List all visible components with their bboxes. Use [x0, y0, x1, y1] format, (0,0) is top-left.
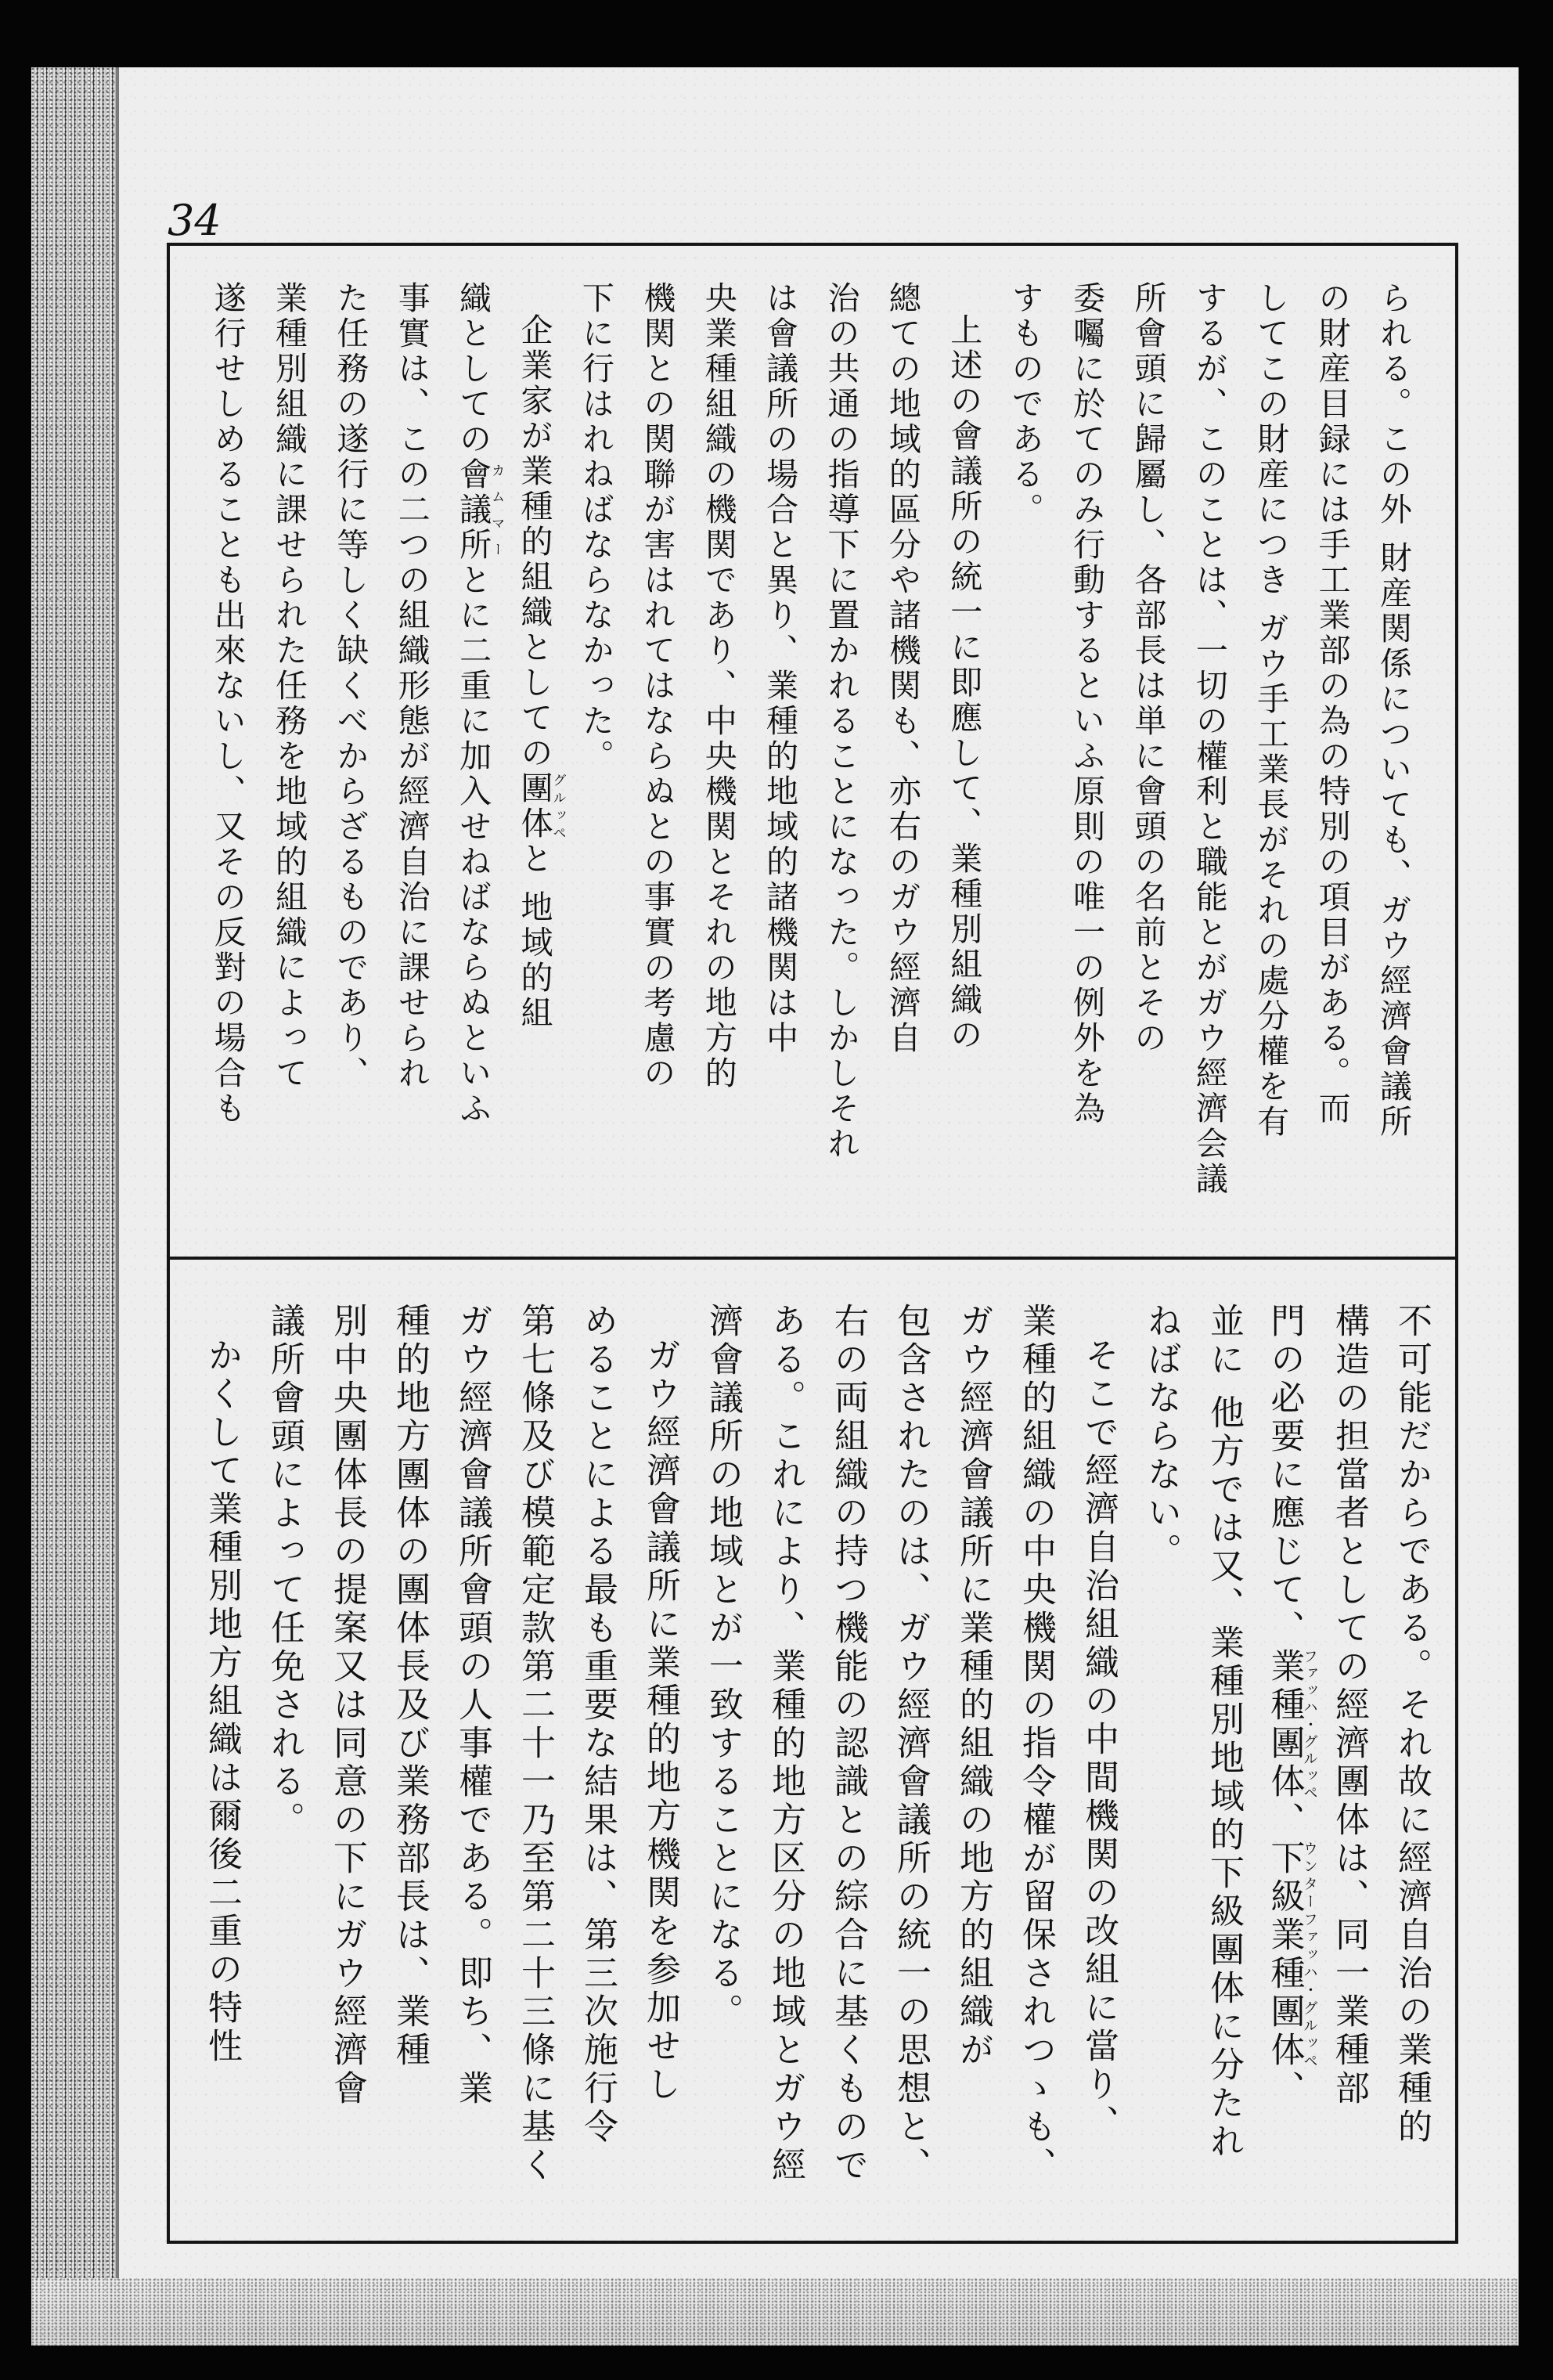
text-column: 總ての地域的區分や諸機関も、亦右のガウ經濟自	[883, 281, 921, 1056]
text-column: 下に行はれねばならなかった。	[576, 281, 614, 774]
upper-text-section	[170, 246, 1455, 1257]
text-column	[1255, 1303, 1317, 2234]
column-text: 、	[1264, 1801, 1305, 1840]
text-column	[503, 281, 564, 1248]
text-column: するが、このことは、一切の權利と職能とがガウ經濟会議	[1190, 281, 1228, 1197]
text-column: の財産目録には手工業部の為の特別の項目がある。而	[1313, 281, 1351, 1127]
ruby-base: 團体	[515, 771, 553, 842]
text-column: 議所會頭によって任免される。	[265, 1303, 304, 1840]
text-column: られる。この外 財産関係についても、ガウ經濟會議所	[1375, 281, 1412, 1141]
text-column: 機関との関聯が害はれてはならぬとの事實の考慮の	[638, 281, 676, 1091]
text-column: ガウ經濟會議所會頭の人事權である。即ち、業	[452, 1303, 492, 2108]
column-text: とに二重に加入せねばならぬといふ	[454, 563, 492, 1127]
ruby-reading: ウンターファッハ・グルッペ	[1301, 1840, 1318, 2070]
page-number: 34	[168, 196, 222, 245]
text-column: ガウ經濟會議所に業種的地方機関を参加せし	[640, 1337, 680, 2104]
column-text: 、	[1264, 2070, 1305, 2108]
text-column: 右の両組織の持つ機能の認識との綜合に基くもので	[828, 1303, 868, 2185]
ruby-reading: カムマー	[488, 457, 505, 563]
text-column: 所會頭に歸屬し、各部長は単に會頭の名前とその	[1129, 281, 1167, 1056]
text-column: 上述の會議所の統一に即應して、業種別組織の	[945, 313, 983, 1053]
text-column: めることによる最も重要な結果は、第三次施行令	[578, 1303, 618, 2147]
text-column: かくして業種別地方組織は爾後二重の特性	[202, 1337, 242, 2066]
ruby-word	[1264, 1648, 1318, 1801]
text-column: 種的地方團体の團体長及び業務部長は、業種	[390, 1303, 430, 2070]
text-column: は會議所の場合と異り、業種的地域的諸機関は中	[761, 281, 799, 1056]
ruby-base: 業種團体	[1264, 1648, 1305, 1801]
column-text: 門の必要に應じて、	[1264, 1303, 1305, 1648]
text-column: た任務の遂行に等しく缺くべからざるものであり、	[331, 281, 369, 1091]
ruby-base: 會議所	[454, 457, 492, 563]
vertical-text-block	[190, 1303, 1443, 2234]
text-column: 事實は、この二つの組織形態が經濟自治に課せられ	[392, 281, 431, 1091]
text-column: してこの財産につき ガウ手工業長がそれの處分權を有	[1252, 281, 1290, 1141]
text-column: 構造の担當者としての經濟團体は、同一業種部	[1329, 1303, 1369, 2108]
column-text: 織としての	[454, 281, 492, 457]
text-column: 第七條及び模範定款第二十一乃至第二十三條に基く	[515, 1303, 555, 2185]
text-column: 委囑に於てのみ行動するといふ原則の唯一の例外を為	[1068, 281, 1106, 1127]
ruby-reading: グルッペ	[549, 771, 566, 842]
ruby-word	[1264, 1840, 1318, 2070]
vertical-text-block	[196, 281, 1424, 1248]
text-column: すものである。	[1006, 281, 1044, 528]
ruby-base: 下級業種團体	[1264, 1840, 1305, 2070]
text-column: 業種別組織に課せられた任務を地域的組織によって	[269, 281, 308, 1091]
text-column: 治の共通の指導下に置かれることになった。しかしそれ	[822, 281, 860, 1162]
text-column: 不可能だからである。それ故に經濟自治の業種的	[1392, 1303, 1432, 2147]
text-column: 別中央團体長の提案又は同意の下にガウ經濟會	[327, 1303, 367, 2108]
scan-noise-strip	[31, 2278, 1519, 2346]
text-column: 並に 他方では又、業種別地域的下級團体に分たれ	[1204, 1303, 1244, 2162]
text-column: 業種的組織の中央機関の指令權が留保されつゝも、	[1016, 1303, 1056, 2185]
lower-text-section	[170, 1260, 1455, 2241]
ruby-word	[515, 771, 566, 842]
book-page-edges	[31, 67, 119, 2346]
text-column: 濟會議所の地域とが一致することになる。	[703, 1303, 743, 2032]
column-text: 企業家が業種的組織としての	[515, 313, 553, 771]
document-frame	[167, 243, 1458, 2244]
text-column: ある。これにより、業種的地方区分の地域とガウ經	[766, 1303, 805, 2185]
text-column: 包含されたのは、ガウ經濟會議所の統一の思想と、	[891, 1303, 931, 2185]
ruby-reading: ファッハ・グルッペ	[1301, 1648, 1318, 1801]
text-column: 央業種組織の機関であり、中央機関とそれの地方的	[699, 281, 737, 1091]
ruby-word	[454, 457, 505, 563]
text-column: 遂行せしめることも出來ないし、又その反對の場合も	[208, 281, 247, 1127]
text-column	[442, 281, 503, 1248]
column-text: と 地域的組	[515, 842, 553, 1032]
text-column: ねばならない。	[1141, 1303, 1181, 1571]
text-column: そこで經濟自治組織の中間機関の改組に當り、	[1079, 1337, 1119, 2143]
text-column: ガウ經濟會議所に業種的組織の地方的組織が	[953, 1303, 993, 2070]
